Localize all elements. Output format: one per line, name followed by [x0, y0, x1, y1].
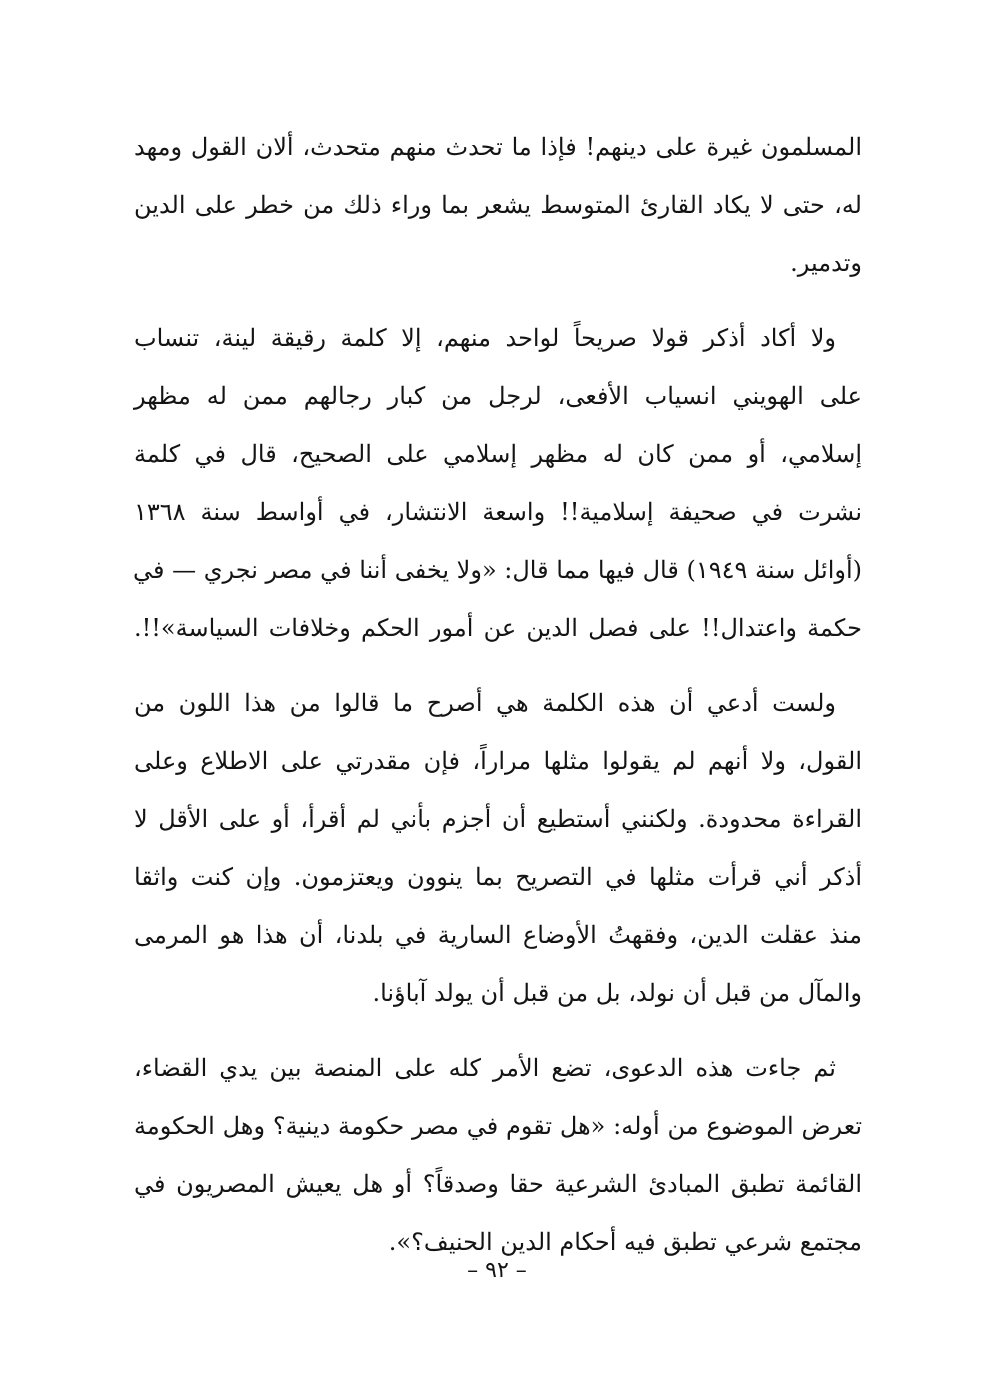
text-line: ولا أكاد أذكر قولا صريحاً لواحد منهم، إلا كلمة رقيقة لينة، تنساب: [134, 324, 836, 352]
paragraph-3: [134, 674, 862, 1022]
body-text: [134, 118, 862, 1271]
text-line: المسلمون غيرة على دينهم! فإذا ما تحدث منهم متحدث، ألان القول ومهد: [134, 133, 862, 161]
text-line: ولست أدعي أن هذه الكلمة هي أصرح ما قالوا من هذا اللون من: [134, 689, 836, 717]
text-line: وتدمير.: [790, 249, 862, 277]
text-line: له، حتى لا يكاد القارئ المتوسط يشعر بما وراء ذلك من خطر على الدين: [134, 191, 862, 219]
page-number: – ٩٢ –: [467, 1258, 527, 1283]
text-line: القائمة تطبق المبادئ الشرعية حقا وصدقاً؟ أو هل يعيش المصريون في: [134, 1170, 862, 1198]
text-line: تعرض الموضوع من أوله: «هل تقوم في مصر حكومة دينية؟ وهل الحكومة: [134, 1112, 862, 1140]
text-line: حكمة واعتدال!! على فصل الدين عن أمور الحكم وخلافات السياسة»!!.: [134, 614, 862, 642]
text-line: أذكر أني قرأت مثلها في التصريح بما ينوون ويعتزمون. وإن كنت واثقا: [134, 863, 862, 891]
text-line: والمآل من قبل أن نولد، بل من قبل أن يولد آباؤنا.: [372, 979, 862, 1007]
text-line: ثم جاءت هذه الدعوى، تضع الأمر كله على المنصة بين يدي القضاء،: [134, 1054, 836, 1082]
paragraph-1: [134, 118, 862, 292]
paragraph-spacer: [134, 292, 862, 309]
paragraph-2: [134, 309, 862, 657]
text-line: نشرت في صحيفة إسلامية!! واسعة الانتشار، في أواسط سنة ١٣٦٨: [134, 498, 862, 526]
paragraph-spacer: [134, 1022, 862, 1039]
text-line: القراءة محدودة. ولكنني أستطيع أن أجزم بأني لم أقرأ، أو على الأقل لا: [134, 805, 862, 833]
text-line: على الهويني انسياب الأفعى، لرجل من كبار رجالهم ممن له مظهر: [134, 382, 862, 410]
paragraph-spacer: [134, 657, 862, 674]
text-line: إسلامي، أو ممن كان له مظهر إسلامي على الصحيح، قال في كلمة: [134, 440, 862, 468]
text-line: (أوائل سنة ١٩٤٩) قال فيها مما قال: «ولا يخفى أننا في مصر نجري — في: [132, 556, 862, 584]
paragraph-4: [134, 1039, 862, 1271]
text-line: منذ عقلت الدين، وفقهتُ الأوضاع السارية في بلدنا، أن هذا هو المرمى: [134, 921, 862, 949]
text-line: القول، ولا أنهم لم يقولوا مثلها مراراً، فإن مقدرتي على الاطلاع وعلى: [134, 747, 862, 775]
text-line: مجتمع شرعي تطبق فيه أحكام الدين الحنيف؟».: [388, 1228, 862, 1256]
